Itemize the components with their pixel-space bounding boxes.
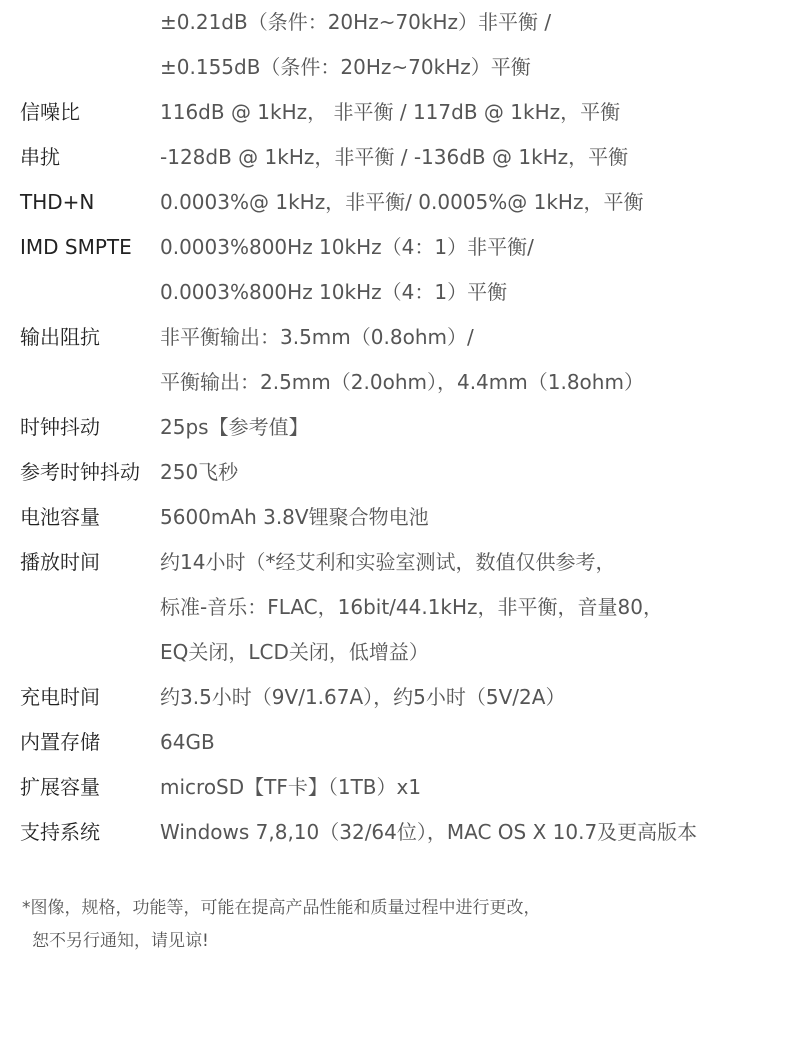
- spec-label: 播放时间: [20, 550, 100, 574]
- spec-value: [160, 765, 780, 810]
- spec-value-line: Windows 7,8,10（32/64位），MAC OS X 10.7及更高版本: [160, 820, 698, 844]
- spec-value: [160, 810, 780, 855]
- spec-row: [20, 180, 780, 225]
- spec-label: 串扰: [20, 145, 60, 169]
- spec-value-line: 非平衡输出：3.5mm（0.8ohm）/: [160, 325, 474, 349]
- spec-row: [20, 810, 780, 855]
- spec-value-line: microSD【TF卡】（1TB）x1: [160, 775, 422, 799]
- spec-row: [20, 315, 780, 405]
- spec-label: 参考时钟抖动: [20, 460, 140, 484]
- spec-value: [160, 675, 780, 720]
- spec-label: 信噪比: [20, 100, 80, 124]
- spec-label: 支持系统: [20, 820, 100, 844]
- spec-value-line: 0.0003%800Hz 10kHz（4：1）非平衡/: [160, 235, 534, 259]
- footnote-line: 恕不另行通知，请见谅!: [32, 931, 209, 951]
- spec-row: [20, 495, 780, 540]
- spec-value-line: 64GB: [160, 730, 215, 754]
- spec-row: [20, 540, 780, 675]
- spec-row: [20, 675, 780, 720]
- spec-label: IMD SMPTE: [20, 235, 132, 259]
- spec-label: 时钟抖动: [20, 415, 100, 439]
- spec-label: 输出阻抗: [20, 325, 100, 349]
- spec-value: [160, 405, 780, 450]
- spec-value-line: 约3.5小时（9V/1.67A），约5小时（5V/2A）: [160, 685, 566, 709]
- footnote-line: *图像，规格，功能等，可能在提高产品性能和质量过程中进行更改，: [22, 898, 541, 918]
- spec-value-line: 250飞秒: [160, 460, 239, 484]
- spec-row: [20, 765, 780, 810]
- spec-value-line: ±0.155dB（条件：20Hz~70kHz）平衡: [160, 55, 531, 79]
- spec-value-line: 约14小时（*经艾利和实验室测试，数值仅供参考，: [160, 550, 616, 574]
- spec-row: [20, 720, 780, 765]
- spec-value: [160, 90, 780, 135]
- spec-value-line: 0.0003%@ 1kHz，非平衡/ 0.0005%@ 1kHz，平衡: [160, 190, 644, 214]
- spec-value-line: 0.0003%800Hz 10kHz（4：1）平衡: [160, 280, 508, 304]
- spec-row: [20, 225, 780, 315]
- spec-row: [20, 450, 780, 495]
- spec-label: 内置存储: [20, 730, 100, 754]
- spec-row: [20, 405, 780, 450]
- spec-row: [20, 0, 780, 90]
- spec-label: 充电时间: [20, 685, 100, 709]
- spec-row: [20, 90, 780, 135]
- spec-value-line: 平衡输出：2.5mm（2.0ohm），4.4mm（1.8ohm）: [160, 370, 644, 394]
- spec-row: [20, 135, 780, 180]
- spec-value-line: 5600mAh 3.8V锂聚合物电池: [160, 505, 429, 529]
- footnote: [22, 892, 762, 958]
- spec-value: [160, 180, 780, 225]
- spec-value-line: 标准-音乐：FLAC，16bit/44.1kHz，非平衡，音量80，: [160, 595, 663, 619]
- spec-label: 电池容量: [20, 505, 100, 529]
- spec-value: [160, 495, 780, 540]
- spec-label: 扩展容量: [20, 775, 100, 799]
- spec-value: [160, 450, 780, 495]
- spec-value: [160, 135, 780, 180]
- spec-value-line: -128dB @ 1kHz，非平衡 / -136dB @ 1kHz，平衡: [160, 145, 629, 169]
- spec-value: [160, 225, 780, 315]
- spec-value: [160, 540, 780, 675]
- spec-value: [160, 315, 780, 405]
- spec-table: [20, 0, 780, 855]
- spec-value-line: 25ps【参考值】: [160, 415, 309, 439]
- spec-value-line: ±0.21dB（条件：20Hz~70kHz）非平衡 /: [160, 10, 552, 34]
- spec-value: [160, 0, 780, 90]
- spec-label: THD+N: [20, 190, 95, 214]
- spec-value-line: 116dB @ 1kHz， 非平衡 / 117dB @ 1kHz，平衡: [160, 100, 621, 124]
- spec-value: [160, 720, 780, 765]
- spec-value-line: EQ关闭，LCD关闭，低增益）: [160, 640, 429, 664]
